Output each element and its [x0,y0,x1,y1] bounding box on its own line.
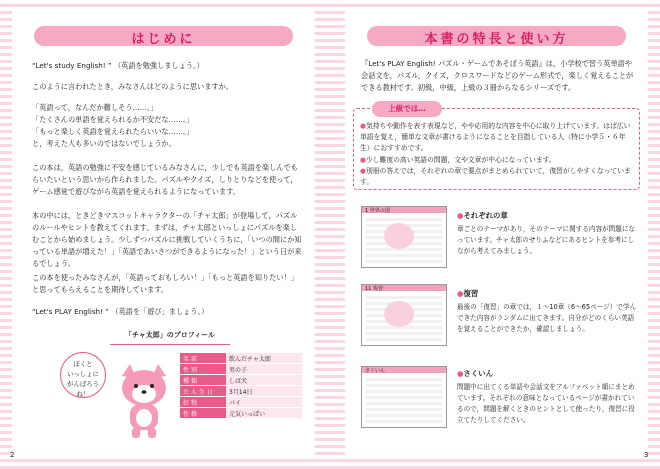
section-body-chapters: 章ごとのテーマがあり，そのテーマに関する内容が問題になっています。チャ太郎のせりふなどにあるヒントを参考にしながら考えてみましょう。 [457,225,636,255]
bullet-text: 少し難度の高い英語の問題，文や文章が中心になっています。 [365,156,556,164]
bullet-icon: ● [360,156,366,164]
advanced-level-box [353,104,640,190]
advanced-level-tab: 上級では… [372,101,442,117]
profile-key: 好物 [180,397,226,408]
bullet-icon: ● [457,369,464,378]
profile-row [180,353,302,364]
thumbnail-content [366,377,442,423]
section-title-review: ●復習 [457,289,479,298]
profile-key: 種類 [180,375,226,386]
bullet-icon: ● [457,211,464,220]
section-body-index: 問題中に出てくる単語や会話文をアルファベット順にまとめています。それぞれの意味となっているページが書かれているので，問題を解くときのヒントとして使ったり，復習に役立てたりしてください。 [457,383,635,424]
speech-bubble: ぼくと いっしょに がんばろうね！ [60,352,106,398]
thumbnail-label: 1 世界の国 [365,208,390,214]
thumbnail-label: 11 復習 [365,286,383,292]
page-number-left: 2 [10,451,15,459]
lets-play-line: “Let's PLAY English! ” （英語を「遊び」ましょう。） [32,307,209,316]
bullet-item [360,121,632,154]
left-header-title: はじめに [131,32,196,47]
mascot-illustration [114,362,174,440]
bullet-text: 気持ちや動作を表す表現など，やや応用的な内容を中心に取り上げています。はば広い単語を覚え，簡単な文章が書けるようになることを目指している人（特に小学５・６年生）におすすめです。 [360,122,631,152]
profile-row [180,408,302,419]
profile-value: パイ [226,397,302,408]
profile-title: 「チャ太郎」のプロフィール [110,330,230,345]
profile-key: 名前 [180,353,226,364]
section-title-chapters: ●それぞれの章 [457,211,508,220]
bullet-item [360,166,632,188]
profile-value: 元気いっぱい [226,408,302,419]
worries-quotes: 「英語って，なんだか難しそう……。」 「たくさんの単語を覚えられるか不安だな……。」 「もっと楽しく英語を覚えられたらいいな……。」 と，考えた人も多いのではないでしょうか。 [32,103,194,148]
profile-row [180,375,302,386]
thumbnail-illustration [384,301,414,327]
profile-row [180,397,302,408]
paragraph-hope: この本を使ったみなさんが，「英語っておもしろい！」「もっと英語を知りたい！」と思ってもらえることを期待しています。 [32,273,298,294]
paragraph-purpose: この本は，英語の勉強に不安を感じているみなさんに，少しでも英語を楽しんでもらいたいという思いから作られました。パズルやクイズ，しりとりなどを使って，ゲーム感覚で遊びながら英語を覚えられるようになっています。 [32,163,298,196]
right-page [345,10,648,457]
bullet-item [360,155,632,166]
thumbnail-illustration [384,223,414,249]
left-header [34,26,293,46]
index-thumbnail [361,366,447,428]
profile-row [180,364,302,375]
page-number-right: 3 [644,451,649,459]
left-page [12,10,315,457]
bullet-icon: ● [360,167,366,175]
profile-value: 男の子 [226,364,302,375]
profile-value: 3月14日 [226,386,302,397]
paragraph-mascot: 本の中には，ときどきマスコットキャラクターの「チャ太郎」が登場して，パズルのルールやヒントを教えてくれます。まずは，チャ太郎といっしょにパズルを楽しむことから始めましょう。少しずつパズルに挑戦していくうちに，「いつの間にか知っている単語が増えた！」「英語であいさつができるようになった！」という日が来るでしょう。 [32,211,302,268]
profile-key: たん生日 [180,386,226,397]
review-thumbnail [361,284,447,346]
intro-line-2: このように言われたとき，みなさんはどのように思いますか。 [32,82,233,91]
thumbnail-label: さくいん [365,368,386,374]
profile-value: しば犬 [226,375,302,386]
bullet-text: 別冊の答えでは，それぞれの章で要点がまとめられていて，復習がしやすくなっています。 [360,167,631,186]
right-header-title: 本書の特長と使い方 [424,32,569,47]
profile-key: 性格 [180,408,226,419]
profile-key: 性別 [180,364,226,375]
profile-row [180,386,302,397]
profile-table [180,353,302,419]
chapter-thumbnail [361,206,447,268]
profile-value: 飲んだチャ太郎 [226,353,302,364]
intro-line-1: “Let's study English! ” （英語を勉強しましょう。） [32,61,204,70]
section-body-review: 最後の「復習」の章では，１～10章（6～65ページ）で学んできた内容がランダムに出てきます。自分がどのくらい英語を覚えることができたか，確認しましょう。 [457,303,637,333]
bullet-icon: ● [457,289,464,298]
bullet-icon: ● [360,122,366,130]
section-title-index: ●さくいん [457,369,494,378]
book-intro: 『Let's PLAY English! パズル・ゲームであそぼう英語』は，小学校で習う英単語や会話文を，パズル，クイズ，クロスワードなどのゲーム形式で，楽しく覚えることができる教材です。初級，中級，上級の３冊からなるシリーズです。 [361,59,634,92]
right-header [367,26,626,46]
